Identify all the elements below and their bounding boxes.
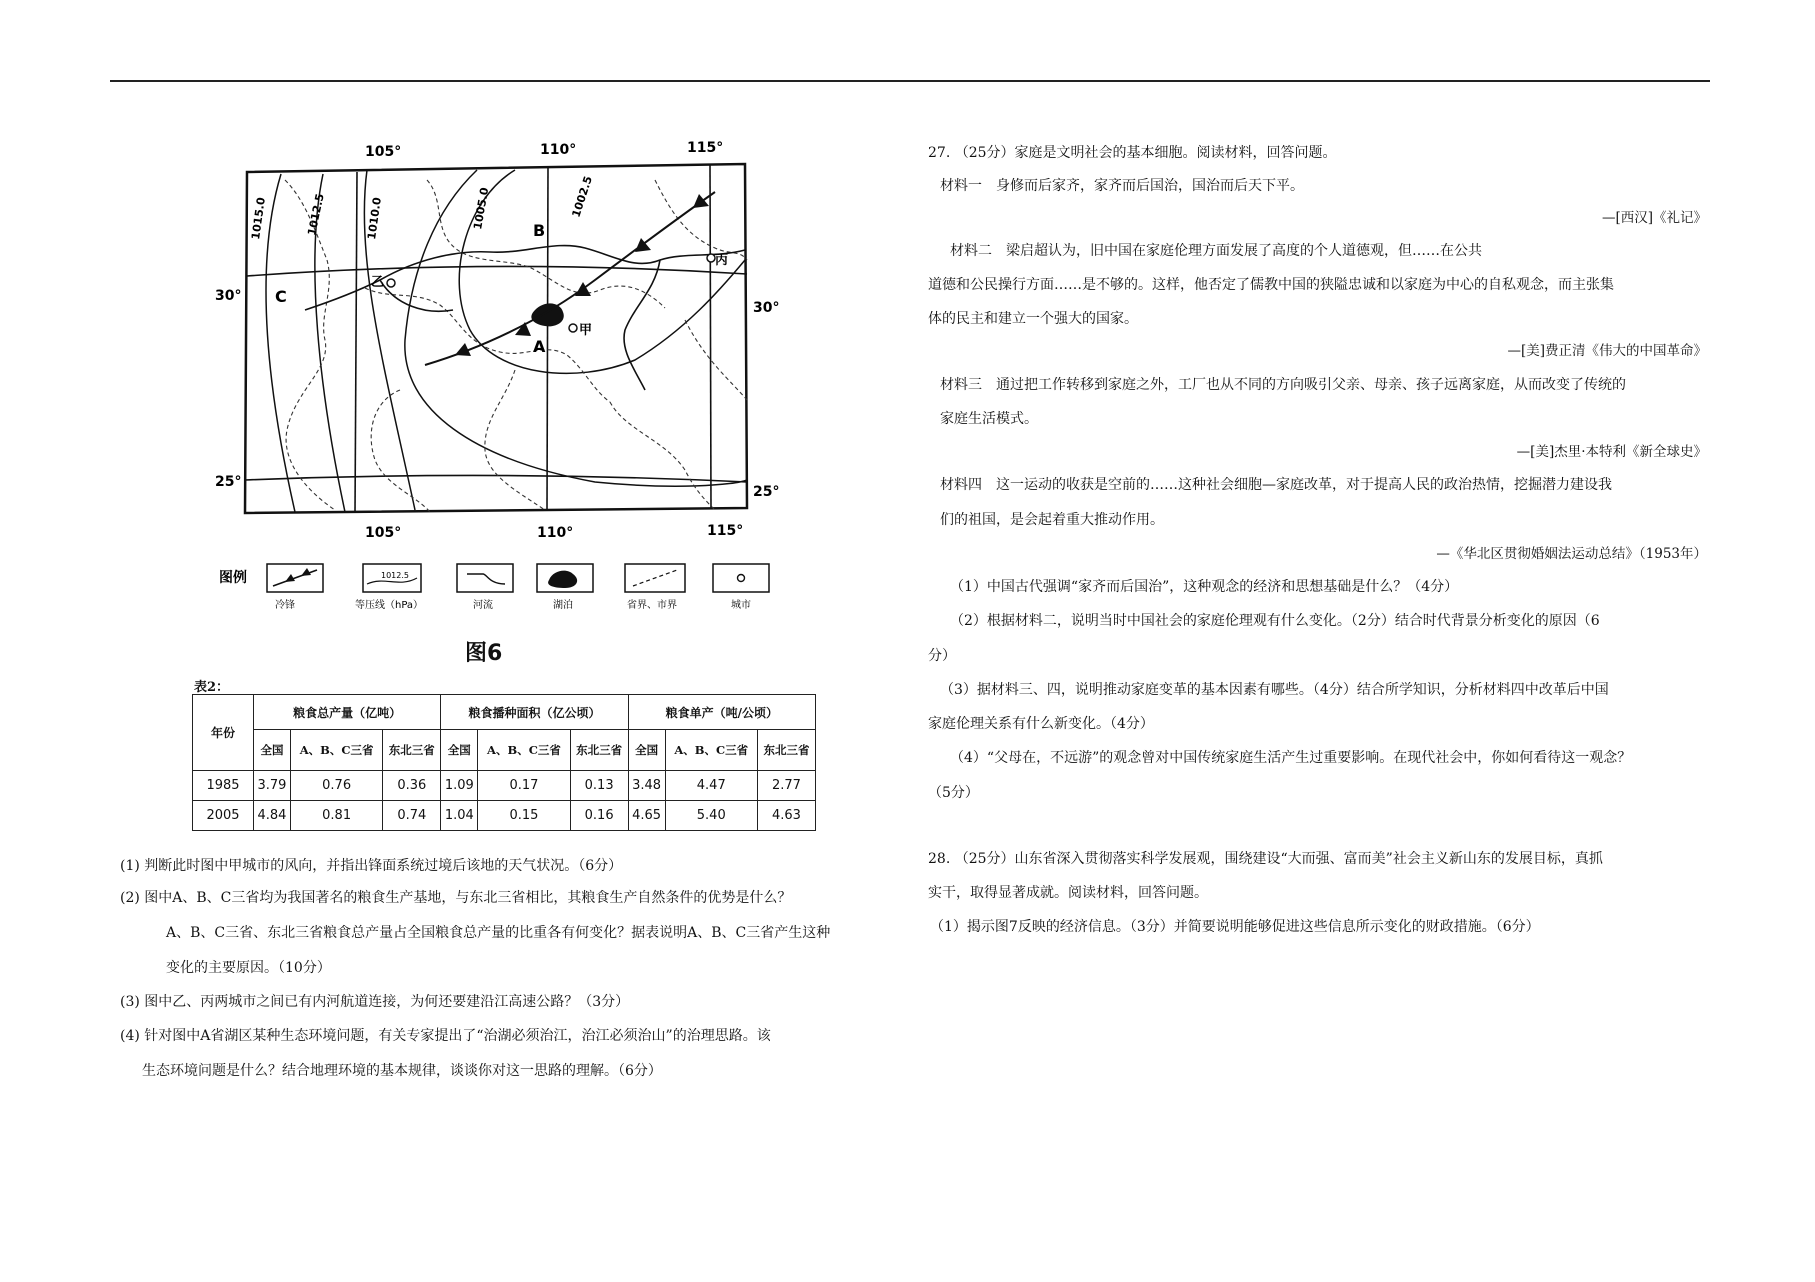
isobar-label: 1005.0 <box>471 186 492 231</box>
province-label-a: A <box>533 337 546 356</box>
table-cell: 0.17 <box>478 771 570 801</box>
q27-material-4-cont: 们的祖国，是会起着重大推动作用。 <box>940 512 1164 528</box>
isobar-label: 1010.0 <box>365 196 384 241</box>
table-cell-year: 1985 <box>193 771 254 801</box>
city-marker-yi <box>387 279 395 287</box>
q27-question-4-cont: （5分） <box>928 785 979 801</box>
table-cell: 0.81 <box>290 801 382 831</box>
lon-label-bottom: 110° <box>537 525 574 541</box>
lon-label-bottom: 115° <box>707 523 744 539</box>
q28-question-1: （1）揭示图7反映的经济信息。（3分）并简要说明能够促进这些信息所示变化的财政措施。（6分） <box>930 919 1540 935</box>
parallel-30 <box>247 266 747 276</box>
lon-label-top: 110° <box>540 142 577 158</box>
table-row <box>193 771 816 801</box>
geo-question-1: (1) 判断此时图中甲城市的风向，并指出锋面系统过境后该地的天气状况。（6分） <box>120 858 623 874</box>
table-cell-year: 2005 <box>193 801 254 831</box>
table-sub-header: 全国 <box>628 730 665 771</box>
table-header-year: 年份 <box>193 695 254 771</box>
q27-stem: 27. （25分）家庭是文明社会的基本细胞。阅读材料，回答问题。 <box>928 145 1337 161</box>
isobar-label: 1012.5 <box>305 192 327 237</box>
table-cell: 0.15 <box>478 801 570 831</box>
parallel-25 <box>245 475 747 482</box>
q27-material-2: 材料二 梁启超认为，旧中国在家庭伦理方面发展了高度的个人道德观，但……在公共 <box>950 243 1482 259</box>
legend-label: 等压线（hPa） <box>355 600 424 611</box>
weather-map-figure <box>215 140 785 630</box>
meridian-105 <box>355 172 357 513</box>
geo-question-2: (2) 图中A、B、C三省均为我国著名的粮食生产基地，与东北三省相比，其粮食生产自然条件的优势是什么？ <box>120 890 792 906</box>
province-borders <box>285 180 747 512</box>
q27-material-2-source: —[美]费正清《伟大的中国革命》 <box>1507 343 1707 359</box>
lat-label-left: 30° <box>215 288 242 304</box>
geo-question-4-cont: 生态环境问题是什么？结合地理环境的基本规律，谈谈你对这一思路的理解。（6分） <box>142 1063 662 1079</box>
table-sub-header: 东北三省 <box>757 730 815 771</box>
lake-shape <box>531 303 563 326</box>
header-rule <box>110 80 1710 82</box>
isobar-label: 1002.5 <box>569 174 595 219</box>
legend-cold-front <box>267 564 323 611</box>
lat-label-right: 30° <box>753 300 780 316</box>
cold-front <box>425 192 715 365</box>
q27-question-3: （3）据材料三、四，说明推动家庭变革的基本因素有哪些。（4分）结合所学知识，分析材料四中改革后中国 <box>940 682 1609 698</box>
table-sub-header: 东北三省 <box>383 730 441 771</box>
city-label: 乙 <box>371 275 385 290</box>
q27-material-3-source: —[美]杰里·本特利《新全球史》 <box>1516 444 1707 460</box>
table-sub-header: 全国 <box>441 730 478 771</box>
legend-title: 图例 <box>219 570 247 586</box>
table-sub-header: 全国 <box>254 730 291 771</box>
lat-label-right: 25° <box>753 484 780 500</box>
table-cell: 0.36 <box>383 771 441 801</box>
geo-question-2-cont: A、B、C三省、东北三省粮食总产量占全国粮食总产量的比重各有何变化？据表说明A、B、C三省产生这种 <box>166 925 831 941</box>
grain-table <box>192 694 816 831</box>
legend-city <box>713 564 769 611</box>
meridian-115 <box>710 165 711 509</box>
q27-question-2-cont: 分） <box>928 648 956 664</box>
table-group-header: 粮食总产量（亿吨） <box>254 695 441 730</box>
legend-border <box>625 564 685 611</box>
table-cell: 5.40 <box>665 801 757 831</box>
legend-label: 河流 <box>473 600 493 611</box>
q27-material-1: 材料一 身修而后家齐，家齐而后国治，国治而后天下平。 <box>940 178 1304 194</box>
table-sub-header: A、B、C三省 <box>665 730 757 771</box>
q27-material-1-source: —[西汉]《礼记》 <box>1601 210 1707 226</box>
lon-label-bottom: 105° <box>365 525 402 541</box>
table-cell: 3.48 <box>628 771 665 801</box>
table-cell: 4.84 <box>254 801 291 831</box>
table-row <box>193 801 816 831</box>
legend-isobar <box>355 564 423 611</box>
table-cell: 4.65 <box>628 801 665 831</box>
lat-label-left: 25° <box>215 474 242 490</box>
lon-label-top: 115° <box>687 140 724 156</box>
q27-question-2: （2）根据材料二，说明当时中国社会的家庭伦理观有什么变化。（2分）结合时代背景分析变化的原因（6 <box>950 613 1600 629</box>
legend-label: 城市 <box>731 600 751 611</box>
q27-material-3: 材料三 通过把工作转移到家庭之外，工厂也从不同的方向吸引父亲、母亲、孩子远离家庭，从而改变了传统的 <box>940 377 1626 393</box>
table-cell: 0.76 <box>290 771 382 801</box>
q27-material-2-cont: 体的民主和建立一个强大的国家。 <box>928 311 1138 327</box>
legend-label: 省界、市界 <box>627 600 677 611</box>
table-group-header: 粮食播种面积（亿公顷） <box>441 695 628 730</box>
q28-stem-cont: 实干，取得显著成就。阅读材料，回答问题。 <box>928 885 1208 901</box>
meridian-110 <box>547 167 548 511</box>
svg-text:1012.5: 1012.5 <box>381 571 409 580</box>
table-cell: 4.47 <box>665 771 757 801</box>
province-label-b: B <box>533 221 546 240</box>
q27-question-3-cont: 家庭伦理关系有什么新变化。（4分） <box>928 716 1154 732</box>
table-cell: 0.74 <box>383 801 441 831</box>
table-cell: 3.79 <box>254 771 291 801</box>
table-cell: 1.09 <box>441 771 478 801</box>
q27-question-4: （4）“父母在，不远游”的观念曾对中国传统家庭生活产生过重要影响。在现代社会中，你如何看待这一观念？ <box>950 750 1632 766</box>
legend-river <box>457 564 513 611</box>
q27-material-4-source: —《华北区贯彻婚姻法运动总结》（1953年） <box>1436 546 1707 562</box>
q28-stem: 28. （25分）山东省深入贯彻落实科学发展观，围绕建设“大而强、富而美”社会主义新山东的发展目标，真抓 <box>928 851 1603 867</box>
figure-caption: 图6 <box>465 641 503 666</box>
city-marker-jia <box>569 324 577 332</box>
legend-label: 冷锋 <box>275 600 295 611</box>
table-cell: 0.13 <box>570 771 628 801</box>
geo-question-2-cont: 变化的主要原因。（10分） <box>166 960 331 976</box>
isobar-label: 1015.0 <box>249 196 268 241</box>
geo-question-4: (4) 针对图中A省湖区某种生态环境问题，有关专家提出了“治湖必须治江，治江必须治山”的治理思路。该 <box>120 1028 771 1044</box>
city-label: 丙 <box>715 253 729 268</box>
lon-label-top: 105° <box>365 144 402 160</box>
legend-lake <box>537 564 593 611</box>
city-label: 甲 <box>579 323 593 338</box>
q27-question-1: （1）中国古代强调“家齐而后国治”，这种观念的经济和思想基础是什么？（4分） <box>950 579 1459 595</box>
table-cell: 2.77 <box>757 771 815 801</box>
province-label-c: C <box>275 287 287 306</box>
table-group-header: 粮食单产（吨/公顷） <box>628 695 815 730</box>
q27-material-3-cont: 家庭生活模式。 <box>940 411 1038 427</box>
table-sub-header: 东北三省 <box>570 730 628 771</box>
table-label: 表2： <box>194 680 230 695</box>
table-cell: 0.16 <box>570 801 628 831</box>
table-sub-header: A、B、C三省 <box>478 730 570 771</box>
legend-label: 湖泊 <box>553 600 573 611</box>
table-sub-header: A、B、C三省 <box>290 730 382 771</box>
city-marker-bing <box>707 254 715 262</box>
geo-question-3: (3) 图中乙、丙两城市之间已有内河航道连接，为何还要建沿江高速公路？（3分） <box>120 994 630 1010</box>
weather-map <box>215 140 785 630</box>
q27-material-4: 材料四 这一运动的收获是空前的……这种社会细胞—家庭改革，对于提高人民的政治热情，挖掘潜力建设我 <box>940 477 1612 493</box>
table-cell: 4.63 <box>757 801 815 831</box>
table-cell: 1.04 <box>441 801 478 831</box>
q27-material-2-cont: 道德和公民操行方面……是不够的。这样，他否定了儒教中国的狭隘忠诚和以家庭为中心的自私观念，而主张集 <box>928 277 1614 293</box>
